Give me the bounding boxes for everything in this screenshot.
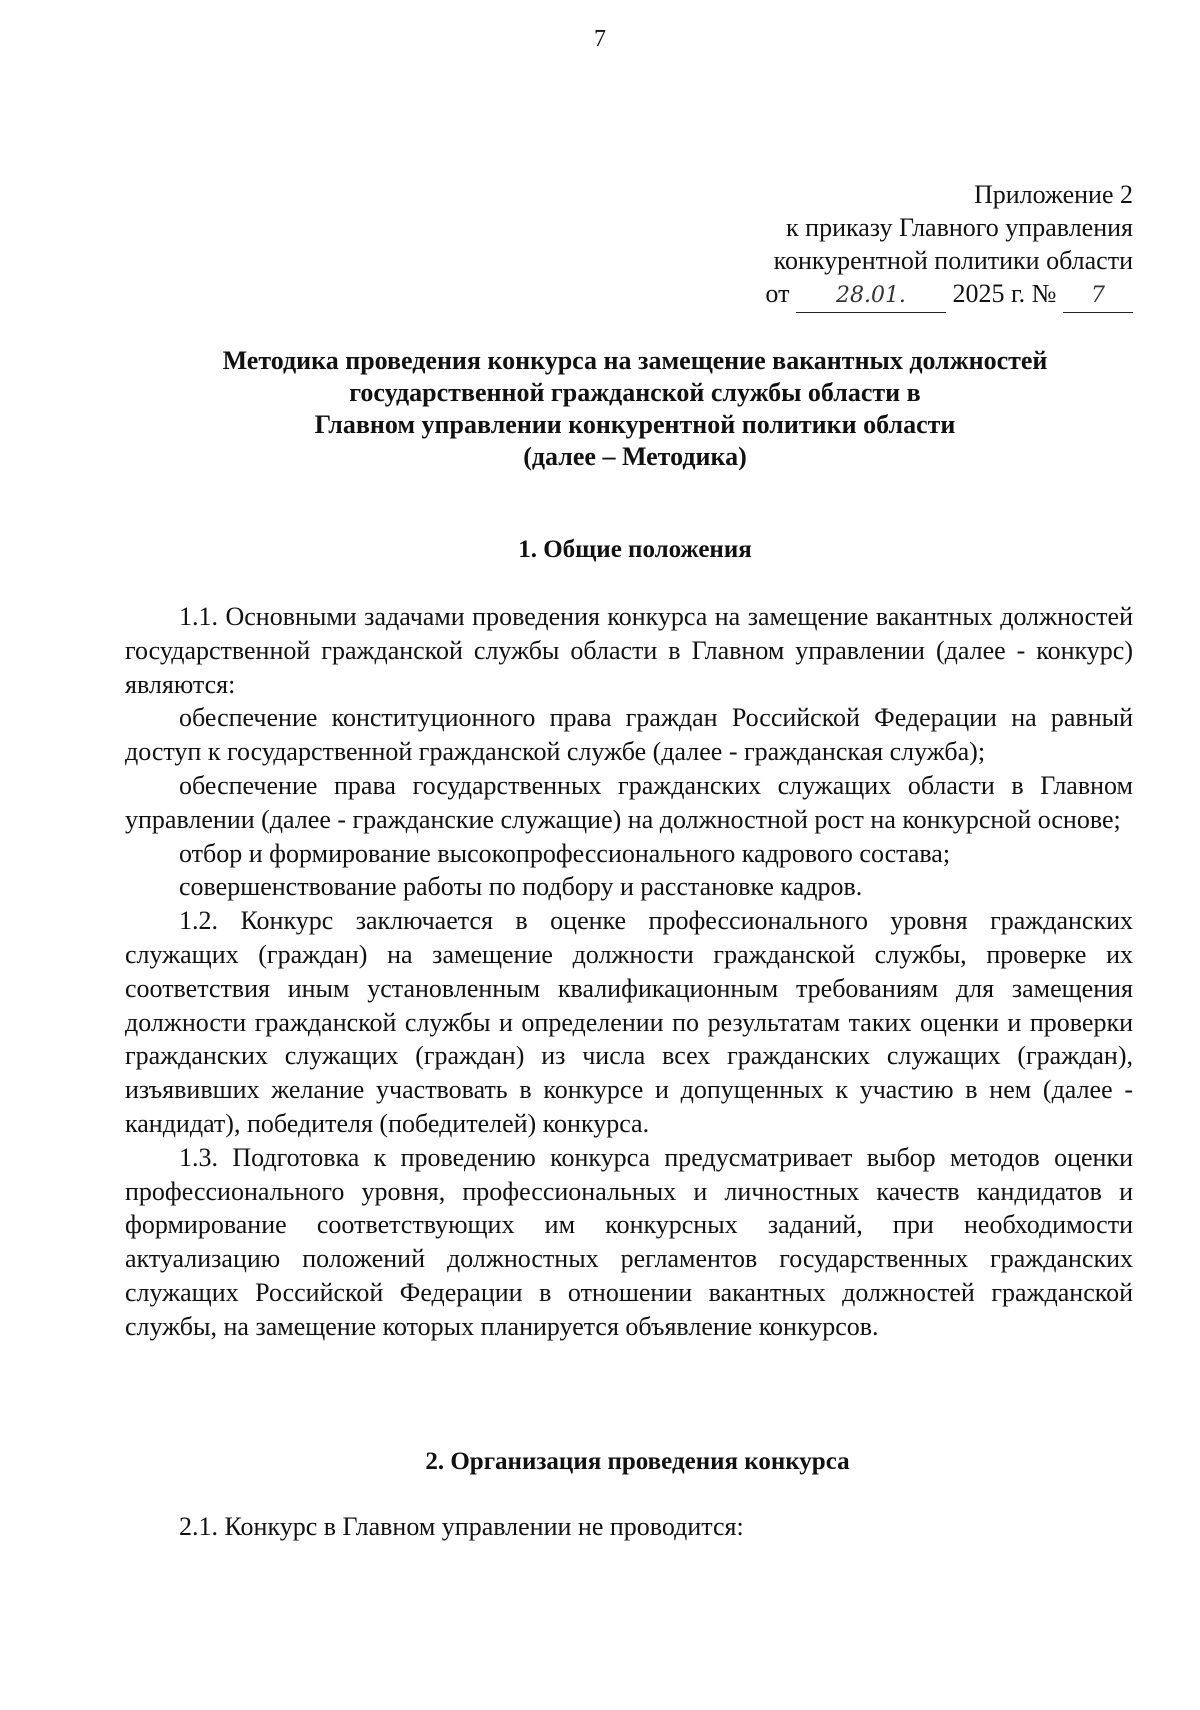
paragraph: 1.3. Подготовка к проведению конкурса предусматривает выбор методов оценки профессионального уровня, профессиональных и личностных качеств кандидатов и формирование соответствующих им конкурсных заданий, при необходимости актуализацию положений должностных регламентов государственных гражданских служащих Российской Федерации в отношении вакантных должностей гражданской службы, на замещение которых планируется объявление конкурсов. [125,1142,1133,1341]
paragraph: обеспечение права государственных гражданских служащих области в Главном управлении (далее - гражданские служащие) на должностной рост на конкурсной основе; [125,770,1133,834]
title-line-3: Главном управлении конкурентной политики области [314,410,956,439]
paragraph: отбор и формирование высокопрофессионального кадрового состава; [179,838,951,868]
title-line-1: Методика проведения конкурса на замещение вакантных должностей [222,346,1048,375]
handwritten-number: 7 [1063,279,1133,313]
handwritten-date: 28.01. [796,279,946,313]
appendix-line-3: конкурентной политики области [773,246,1133,275]
paragraph: обеспечение конституционного права граждан Российской Федерации на равный доступ к государственной гражданской службе (далее - гражданская служба); [125,703,1133,767]
title-line-4: (далее – Методика) [523,442,747,471]
paragraph: 1.1. Основными задачами проведения конкурса на замещение вакантных должностей государственной гражданской службы области в Главном управлении (далее - конкурс) являются: [125,602,1133,699]
section-1-body [125,600,1133,1344]
appendix-line-4 [765,277,1133,313]
section-1-heading: 1. Общие положения [518,536,752,563]
page-number: 7 [594,26,606,52]
section-2-heading: 2. Организация проведения конкурса [425,1448,850,1475]
paragraph-2-1: 2.1. Конкурс в Главном управлении не проводится: [179,1512,744,1541]
appendix-line-1: Приложение 2 [973,180,1133,209]
from-label: от [765,279,790,308]
appendix-line-2: к приказу Главного управления [786,213,1133,242]
year-number-label: 2025 г. № [952,279,1057,308]
paragraph: 1.2. Конкурс заключается в оценке профессионального уровня гражданских служащих (граждан) на замещение должности гражданской службы, проверке их соответствия иным установленным квалификационным требованиям для замещения должности гражданской службы и определении по результатам таких оценки и проверки гражданских служащих (граждан) из числа всех гражданских служащих (граждан), изъявивших желание участвовать в конкурсе и допущенных к участию в нем (далее - кандидат), победителя (победителей) конкурса. [125,906,1133,1138]
title-line-2: государственной гражданской службы области в [349,378,921,407]
document-title [0,345,1200,473]
paragraph: совершенствование работы по подбору и расстановке кадров. [179,872,863,902]
appendix-block [765,178,1133,313]
